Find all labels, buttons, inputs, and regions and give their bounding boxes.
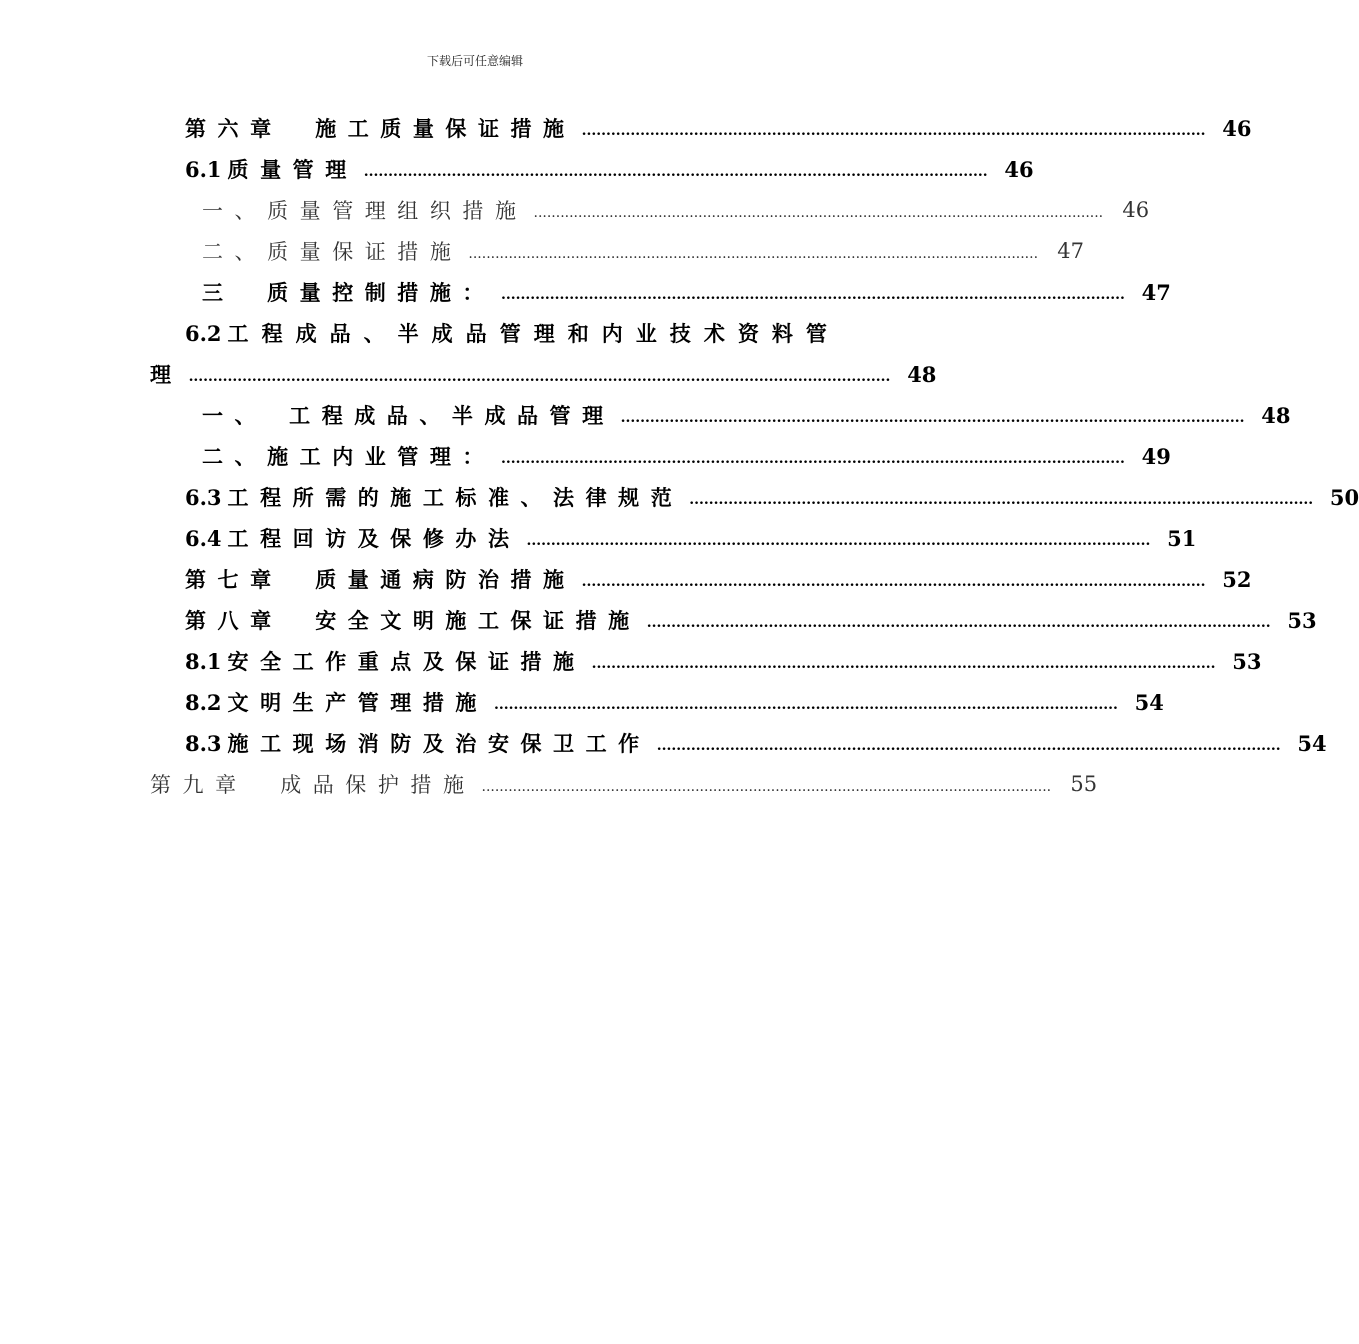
dot-leader: ................................................................................................................................ <box>591 656 1216 672</box>
toc-entry-6-1[interactable] <box>185 149 1034 189</box>
toc-entry-6-2-2[interactable] <box>202 436 1171 476</box>
toc-entry-page: 49 <box>1141 443 1171 469</box>
dot-leader: ................................................................................................................................ <box>620 410 1245 426</box>
dot-leader: ................................................................................................................................ <box>581 123 1206 139</box>
toc-entry-number: 6.2 <box>185 321 222 346</box>
toc-entry-title: 工程成品、半成品管理和内业技术资料管 <box>227 321 840 346</box>
toc-entry-chapter-6[interactable] <box>185 108 1252 148</box>
toc-entry-title: 第六章 施工质量保证措施 <box>185 116 576 141</box>
toc-entry-page: 50 <box>1329 484 1359 510</box>
toc-entry-title-continued: 理 <box>150 362 183 387</box>
toc-entry-title: 施工现场消防及治安保卫工作 <box>227 731 651 756</box>
toc-entry-title: 三 质量控制措施： <box>202 280 495 305</box>
toc-entry-page: 52 <box>1222 566 1252 592</box>
toc-entry-page: 47 <box>1141 279 1171 305</box>
toc-entry-chapter-8[interactable] <box>185 600 1317 640</box>
toc-entry-page: 53 <box>1287 607 1317 633</box>
toc-entry-chapter-7[interactable] <box>185 559 1252 599</box>
toc-entry-page: 48 <box>907 361 937 387</box>
toc-entry-6-4[interactable] <box>185 518 1197 558</box>
toc-entry-page: 53 <box>1232 648 1262 674</box>
toc-entry-title: 安全工作重点及保证措施 <box>227 649 586 674</box>
toc-entry-page: 54 <box>1134 689 1164 715</box>
toc-entry-title: 一、质量管理组织措施 <box>202 199 528 223</box>
toc-entry-page: 55 <box>1070 772 1098 796</box>
toc-entry-number: 6.1 <box>185 157 222 182</box>
dot-leader: ................................................................................................................................ <box>468 246 1039 262</box>
toc-entry-title: 文明生产管理措施 <box>227 690 488 715</box>
toc-entry-number: 8.3 <box>185 731 222 756</box>
dot-leader: ................................................................................................................................ <box>363 164 988 180</box>
toc-entry-page: 54 <box>1297 730 1327 756</box>
dot-leader: ................................................................................................................................ <box>581 574 1206 590</box>
toc-entry-6-2-line2[interactable] <box>150 354 937 394</box>
dot-leader: ................................................................................................................................................ <box>188 369 891 385</box>
toc-entry-title: 第九章 成品保护措施 <box>150 773 476 797</box>
dot-leader: ................................................................................................................................ <box>533 205 1104 221</box>
toc-entry-title: 工程回访及保修办法 <box>227 526 521 551</box>
dot-leader: ................................................................................................................................ <box>656 738 1281 754</box>
toc-entry-number: 6.4 <box>185 526 222 551</box>
toc-entry-number: 6.3 <box>185 485 222 510</box>
toc-entry-page: 46 <box>1004 156 1034 182</box>
dot-leader: ................................................................................................................................ <box>526 533 1151 549</box>
toc-entry-title: 质量管理 <box>227 157 358 182</box>
toc-entry-6-1-2[interactable] <box>202 231 1085 271</box>
toc-entry-8-2[interactable] <box>185 682 1164 722</box>
toc-entry-number: 8.2 <box>185 690 222 715</box>
toc-entry-6-1-1[interactable] <box>202 190 1150 230</box>
toc-entry-page: 47 <box>1057 239 1085 263</box>
toc-entry-page: 46 <box>1222 115 1252 141</box>
toc-entry-page: 46 <box>1122 198 1150 222</box>
page-header: 下载后可任意编辑 <box>426 54 523 68</box>
toc-entry-page: 48 <box>1261 402 1291 428</box>
toc-entry-title: 一、 工程成品、半成品管理 <box>202 403 615 428</box>
toc-entry-title: 工程所需的施工标准、法律规范 <box>227 485 684 510</box>
dot-leader: ................................................................................................................................ <box>481 779 1052 795</box>
toc-entry-8-1[interactable] <box>185 641 1262 681</box>
toc-entry-title: 二、质量保证措施 <box>202 240 463 264</box>
toc-entry-title: 二、施工内业管理： <box>202 444 495 469</box>
dot-leader: ................................................................................................................................ <box>500 451 1125 467</box>
dot-leader: ................................................................................................................................ <box>689 492 1314 508</box>
dot-leader: ................................................................................................................................ <box>493 697 1118 713</box>
dot-leader: ................................................................................................................................ <box>500 287 1125 303</box>
toc-entry-6-2-1[interactable] <box>202 395 1291 435</box>
toc-entry-number: 8.1 <box>185 649 222 674</box>
toc-entry-title: 第八章 安全文明施工保证措施 <box>185 608 641 633</box>
toc-entry-6-2-line1[interactable] <box>185 313 840 353</box>
toc-entry-page: 51 <box>1167 525 1197 551</box>
toc-entry-6-1-3[interactable] <box>202 272 1171 312</box>
toc-entry-8-3[interactable] <box>185 723 1327 763</box>
toc-entry-chapter-9[interactable] <box>150 764 1098 804</box>
dot-leader: ................................................................................................................................ <box>646 615 1271 631</box>
toc-entry-title: 第七章 质量通病防治措施 <box>185 567 576 592</box>
toc-entry-6-3[interactable] <box>185 477 1359 517</box>
